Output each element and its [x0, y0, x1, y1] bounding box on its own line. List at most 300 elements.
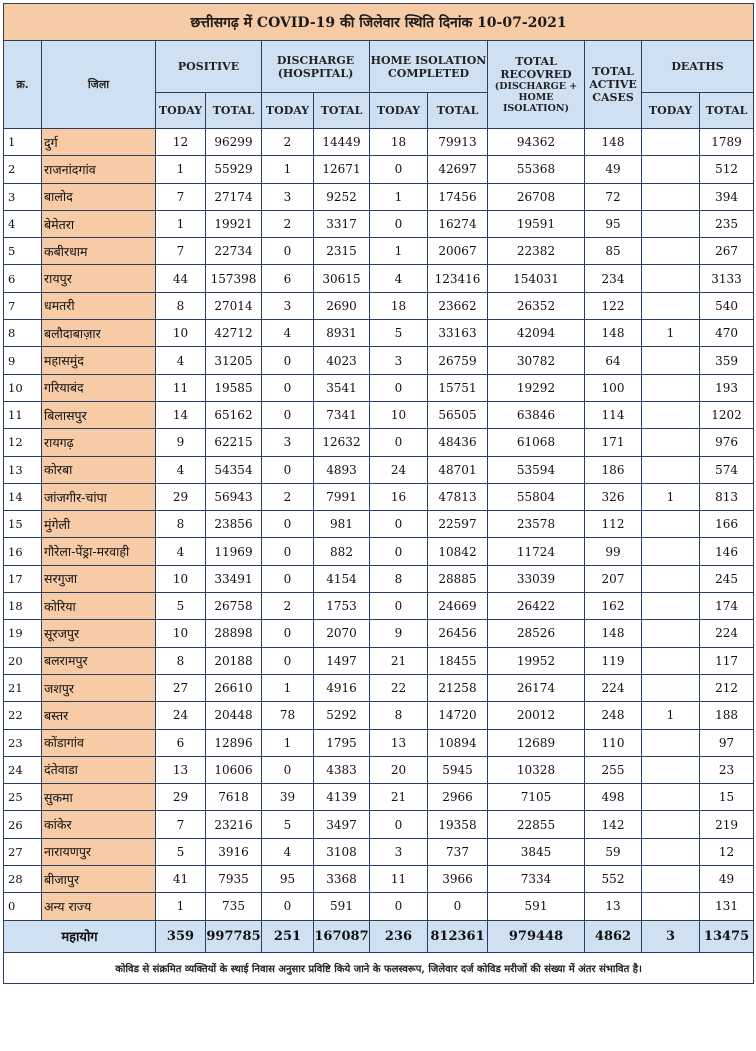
cell-pos-total: 42712 — [206, 320, 262, 347]
cell-hi-today: 4 — [370, 265, 428, 292]
table-row — [4, 456, 754, 483]
cell-district: गौरेला-पेंड्रा-मरवाही — [42, 538, 156, 565]
cell-hi-today: 18 — [370, 129, 428, 156]
cell-sn: 26 — [4, 811, 42, 838]
cell-active: 64 — [585, 347, 642, 374]
cell-death-today — [642, 784, 700, 811]
cell-pos-total: 11969 — [206, 538, 262, 565]
cell-death-today: 1 — [642, 320, 700, 347]
cell-dis-total: 7341 — [314, 401, 370, 428]
cell-recovered: 12689 — [488, 729, 585, 756]
cell-hi-total: 26456 — [428, 620, 488, 647]
table-row — [4, 538, 754, 565]
cell-hi-total: 15751 — [428, 374, 488, 401]
cell-death-total: 166 — [700, 511, 754, 538]
total-death-today: 3 — [642, 920, 700, 952]
cell-hi-total: 24669 — [428, 593, 488, 620]
cell-sn: 23 — [4, 729, 42, 756]
cell-recovered: 7334 — [488, 866, 585, 893]
cell-dis-total: 12632 — [314, 429, 370, 456]
cell-death-total: 15 — [700, 784, 754, 811]
cell-pos-today: 9 — [156, 429, 206, 456]
cell-death-total: 146 — [700, 538, 754, 565]
cell-district: सूरजपुर — [42, 620, 156, 647]
cell-pos-today: 10 — [156, 320, 206, 347]
header-total-recovered-note: (DISCHARGE + HOME ISOLATION) — [494, 81, 578, 114]
cell-pos-total: 54354 — [206, 456, 262, 483]
cell-recovered: 26174 — [488, 674, 585, 701]
district-status-table — [3, 3, 754, 984]
cell-death-total: 97 — [700, 729, 754, 756]
header-deaths-total: TOTAL — [700, 93, 754, 129]
table-row — [4, 129, 754, 156]
cell-dis-total: 1795 — [314, 729, 370, 756]
cell-sn: 27 — [4, 838, 42, 865]
cell-active: 112 — [585, 511, 642, 538]
cell-pos-today: 29 — [156, 784, 206, 811]
cell-dis-total: 1753 — [314, 593, 370, 620]
cell-hi-total: 21258 — [428, 674, 488, 701]
table-row — [4, 674, 754, 701]
cell-recovered: 61068 — [488, 429, 585, 456]
cell-active: 326 — [585, 483, 642, 510]
cell-hi-total: 18455 — [428, 647, 488, 674]
cell-death-today — [642, 565, 700, 592]
cell-hi-today: 0 — [370, 811, 428, 838]
cell-sn: 5 — [4, 238, 42, 265]
cell-dis-today: 39 — [262, 784, 314, 811]
cell-dis-today: 0 — [262, 620, 314, 647]
cell-death-total: 188 — [700, 702, 754, 729]
table-row — [4, 429, 754, 456]
cell-pos-today: 1 — [156, 893, 206, 920]
cell-recovered: 23578 — [488, 511, 585, 538]
cell-death-today — [642, 456, 700, 483]
cell-pos-today: 1 — [156, 156, 206, 183]
cell-active: 224 — [585, 674, 642, 701]
cell-sn: 20 — [4, 647, 42, 674]
cell-active: 95 — [585, 210, 642, 237]
cell-death-today — [642, 811, 700, 838]
cell-active: 100 — [585, 374, 642, 401]
table-row — [4, 265, 754, 292]
cell-dis-total: 3368 — [314, 866, 370, 893]
cell-sn: 13 — [4, 456, 42, 483]
cell-sn: 2 — [4, 156, 42, 183]
cell-active: 99 — [585, 538, 642, 565]
cell-sn: 7 — [4, 292, 42, 319]
cell-dis-total: 4023 — [314, 347, 370, 374]
cell-sn: 14 — [4, 483, 42, 510]
cell-active: 248 — [585, 702, 642, 729]
cell-death-total: 976 — [700, 429, 754, 456]
cell-district: बस्तर — [42, 702, 156, 729]
header-positive-total: TOTAL — [206, 93, 262, 129]
cell-hi-today: 13 — [370, 729, 428, 756]
cell-hi-total: 3966 — [428, 866, 488, 893]
cell-death-today — [642, 838, 700, 865]
total-dis-total: 167087 — [314, 920, 370, 952]
total-label: महायोग — [4, 920, 156, 952]
cell-dis-today: 4 — [262, 320, 314, 347]
cell-hi-today: 0 — [370, 593, 428, 620]
cell-dis-today: 2 — [262, 483, 314, 510]
table-row — [4, 784, 754, 811]
cell-death-today — [642, 156, 700, 183]
table-row — [4, 620, 754, 647]
cell-dis-today: 0 — [262, 401, 314, 428]
cell-sn: 24 — [4, 756, 42, 783]
cell-district: जशपुर — [42, 674, 156, 701]
total-active: 4862 — [585, 920, 642, 952]
cell-hi-today: 8 — [370, 702, 428, 729]
cell-hi-today: 0 — [370, 893, 428, 920]
cell-district: मुंगेली — [42, 511, 156, 538]
cell-hi-today: 1 — [370, 238, 428, 265]
cell-pos-today: 44 — [156, 265, 206, 292]
header-deaths-today: TODAY — [642, 93, 700, 129]
cell-recovered: 30782 — [488, 347, 585, 374]
cell-district: बेमेतरा — [42, 210, 156, 237]
cell-district: सुकमा — [42, 784, 156, 811]
cell-hi-today: 21 — [370, 647, 428, 674]
cell-death-total: 470 — [700, 320, 754, 347]
cell-death-total: 245 — [700, 565, 754, 592]
cell-dis-today: 0 — [262, 511, 314, 538]
cell-pos-total: 7935 — [206, 866, 262, 893]
table-row — [4, 320, 754, 347]
cell-recovered: 22855 — [488, 811, 585, 838]
cell-sn: 10 — [4, 374, 42, 401]
cell-sn: 18 — [4, 593, 42, 620]
cell-active: 114 — [585, 401, 642, 428]
cell-recovered: 42094 — [488, 320, 585, 347]
cell-death-total: 1789 — [700, 129, 754, 156]
cell-pos-total: 12896 — [206, 729, 262, 756]
cell-active: 148 — [585, 129, 642, 156]
cell-pos-total: 157398 — [206, 265, 262, 292]
cell-death-today — [642, 401, 700, 428]
cell-district: रायगढ़ — [42, 429, 156, 456]
cell-district: बलरामपुर — [42, 647, 156, 674]
cell-dis-total: 12671 — [314, 156, 370, 183]
cell-hi-today: 11 — [370, 866, 428, 893]
cell-pos-total: 23216 — [206, 811, 262, 838]
cell-dis-today: 2 — [262, 129, 314, 156]
covid-report — [3, 3, 753, 984]
cell-death-today — [642, 374, 700, 401]
cell-hi-today: 1 — [370, 183, 428, 210]
cell-pos-total: 62215 — [206, 429, 262, 456]
cell-pos-today: 27 — [156, 674, 206, 701]
cell-dis-today: 6 — [262, 265, 314, 292]
cell-pos-total: 27174 — [206, 183, 262, 210]
header-home-isolation: HOME ISOLATION COMPLETED — [370, 41, 488, 93]
cell-hi-total: 123416 — [428, 265, 488, 292]
cell-active: 72 — [585, 183, 642, 210]
cell-hi-total: 79913 — [428, 129, 488, 156]
cell-dis-today: 0 — [262, 756, 314, 783]
cell-hi-today: 0 — [370, 156, 428, 183]
table-row — [4, 401, 754, 428]
cell-pos-today: 6 — [156, 729, 206, 756]
cell-active: 110 — [585, 729, 642, 756]
table-row — [4, 483, 754, 510]
cell-recovered: 20012 — [488, 702, 585, 729]
cell-death-today — [642, 620, 700, 647]
cell-hi-total: 56505 — [428, 401, 488, 428]
cell-dis-today: 0 — [262, 374, 314, 401]
cell-district: राजनांदगांव — [42, 156, 156, 183]
cell-death-total: 359 — [700, 347, 754, 374]
cell-sn: 16 — [4, 538, 42, 565]
cell-dis-today: 1 — [262, 674, 314, 701]
cell-dis-today: 2 — [262, 593, 314, 620]
total-death-total: 13475 — [700, 920, 754, 952]
cell-district: बिलासपुर — [42, 401, 156, 428]
header-positive-today: TODAY — [156, 93, 206, 129]
cell-sn: 9 — [4, 347, 42, 374]
cell-death-total: 394 — [700, 183, 754, 210]
cell-dis-total: 3108 — [314, 838, 370, 865]
cell-hi-today: 0 — [370, 374, 428, 401]
table-row — [4, 729, 754, 756]
total-hi-today: 236 — [370, 920, 428, 952]
table-row — [4, 292, 754, 319]
cell-death-today — [642, 674, 700, 701]
cell-death-today — [642, 538, 700, 565]
cell-sn: 11 — [4, 401, 42, 428]
header-discharge-today: TODAY — [262, 93, 314, 129]
cell-dis-total: 2690 — [314, 292, 370, 319]
cell-pos-today: 11 — [156, 374, 206, 401]
header-total-recovered — [488, 41, 585, 129]
cell-pos-today: 8 — [156, 511, 206, 538]
cell-dis-total: 1497 — [314, 647, 370, 674]
cell-hi-today: 20 — [370, 756, 428, 783]
cell-pos-total: 22734 — [206, 238, 262, 265]
cell-recovered: 19591 — [488, 210, 585, 237]
cell-death-today — [642, 756, 700, 783]
cell-pos-total: 19921 — [206, 210, 262, 237]
cell-district: महासमुंद — [42, 347, 156, 374]
cell-sn: 6 — [4, 265, 42, 292]
table-row — [4, 593, 754, 620]
cell-dis-today: 0 — [262, 538, 314, 565]
cell-death-today: 1 — [642, 702, 700, 729]
cell-dis-total: 981 — [314, 511, 370, 538]
header-active-cases: TOTAL ACTIVE CASES — [585, 41, 642, 129]
cell-hi-total: 2966 — [428, 784, 488, 811]
table-row — [4, 702, 754, 729]
cell-hi-total: 10842 — [428, 538, 488, 565]
cell-death-total: 193 — [700, 374, 754, 401]
cell-recovered: 53594 — [488, 456, 585, 483]
header-district: जिला — [42, 41, 156, 129]
cell-district: बलौदाबाज़ार — [42, 320, 156, 347]
cell-pos-today: 7 — [156, 183, 206, 210]
cell-active: 162 — [585, 593, 642, 620]
cell-pos-today: 41 — [156, 866, 206, 893]
total-hi-total: 812361 — [428, 920, 488, 952]
cell-dis-total: 5292 — [314, 702, 370, 729]
cell-recovered: 154031 — [488, 265, 585, 292]
cell-active: 85 — [585, 238, 642, 265]
cell-sn: 4 — [4, 210, 42, 237]
cell-pos-today: 8 — [156, 292, 206, 319]
cell-hi-today: 0 — [370, 429, 428, 456]
cell-district: कोरबा — [42, 456, 156, 483]
cell-death-total: 813 — [700, 483, 754, 510]
table-body — [4, 129, 754, 921]
table-row — [4, 183, 754, 210]
cell-active: 122 — [585, 292, 642, 319]
cell-active: 148 — [585, 320, 642, 347]
cell-death-total: 3133 — [700, 265, 754, 292]
cell-recovered: 10328 — [488, 756, 585, 783]
cell-district: दंतेवाडा — [42, 756, 156, 783]
cell-active: 59 — [585, 838, 642, 865]
cell-dis-today: 95 — [262, 866, 314, 893]
table-row — [4, 347, 754, 374]
table-row — [4, 893, 754, 920]
cell-death-today — [642, 429, 700, 456]
cell-active: 186 — [585, 456, 642, 483]
cell-pos-today: 1 — [156, 210, 206, 237]
cell-dis-today: 0 — [262, 238, 314, 265]
cell-pos-total: 55929 — [206, 156, 262, 183]
cell-dis-today: 5 — [262, 811, 314, 838]
cell-active: 49 — [585, 156, 642, 183]
cell-district: धमतरी — [42, 292, 156, 319]
cell-dis-total: 4916 — [314, 674, 370, 701]
cell-active: 13 — [585, 893, 642, 920]
cell-dis-total: 882 — [314, 538, 370, 565]
cell-district: बीजापुर — [42, 866, 156, 893]
cell-death-total: 174 — [700, 593, 754, 620]
cell-dis-total: 2070 — [314, 620, 370, 647]
cell-active: 207 — [585, 565, 642, 592]
cell-death-total: 512 — [700, 156, 754, 183]
table-row — [4, 156, 754, 183]
header-home-today: TODAY — [370, 93, 428, 129]
cell-hi-total: 26759 — [428, 347, 488, 374]
cell-hi-total: 20067 — [428, 238, 488, 265]
cell-pos-total: 20448 — [206, 702, 262, 729]
cell-sn: 8 — [4, 320, 42, 347]
cell-death-today — [642, 729, 700, 756]
cell-district: अन्य राज्य — [42, 893, 156, 920]
header-discharge-total: TOTAL — [314, 93, 370, 129]
cell-pos-today: 14 — [156, 401, 206, 428]
cell-pos-total: 23856 — [206, 511, 262, 538]
cell-death-today — [642, 265, 700, 292]
cell-dis-today: 3 — [262, 292, 314, 319]
cell-recovered: 26422 — [488, 593, 585, 620]
table-row — [4, 238, 754, 265]
header-discharge: DISCHARGE (HOSPITAL) — [262, 41, 370, 93]
cell-pos-today: 12 — [156, 129, 206, 156]
cell-hi-total: 10894 — [428, 729, 488, 756]
cell-death-today — [642, 238, 700, 265]
cell-dis-total: 4893 — [314, 456, 370, 483]
cell-hi-today: 10 — [370, 401, 428, 428]
cell-death-total: 1202 — [700, 401, 754, 428]
cell-dis-today: 0 — [262, 647, 314, 674]
cell-active: 498 — [585, 784, 642, 811]
cell-recovered: 94362 — [488, 129, 585, 156]
cell-sn: 3 — [4, 183, 42, 210]
cell-pos-today: 10 — [156, 565, 206, 592]
cell-district: नारायणपुर — [42, 838, 156, 865]
cell-recovered: 591 — [488, 893, 585, 920]
total-row — [4, 920, 754, 952]
cell-death-total: 540 — [700, 292, 754, 319]
cell-hi-today: 21 — [370, 784, 428, 811]
cell-district: कोरिया — [42, 593, 156, 620]
cell-hi-total: 33163 — [428, 320, 488, 347]
cell-pos-today: 4 — [156, 456, 206, 483]
cell-death-total: 23 — [700, 756, 754, 783]
cell-sn: 0 — [4, 893, 42, 920]
cell-pos-total: 65162 — [206, 401, 262, 428]
cell-pos-today: 4 — [156, 538, 206, 565]
cell-pos-today: 24 — [156, 702, 206, 729]
cell-hi-today: 3 — [370, 838, 428, 865]
cell-dis-today: 1 — [262, 156, 314, 183]
cell-district: रायपुर — [42, 265, 156, 292]
cell-death-today — [642, 129, 700, 156]
cell-dis-total: 3497 — [314, 811, 370, 838]
cell-active: 119 — [585, 647, 642, 674]
cell-pos-today: 4 — [156, 347, 206, 374]
cell-recovered: 63846 — [488, 401, 585, 428]
cell-dis-today: 0 — [262, 893, 314, 920]
cell-pos-today: 10 — [156, 620, 206, 647]
cell-dis-total: 14449 — [314, 129, 370, 156]
cell-pos-total: 20188 — [206, 647, 262, 674]
cell-pos-today: 8 — [156, 647, 206, 674]
cell-pos-total: 27014 — [206, 292, 262, 319]
cell-death-total: 267 — [700, 238, 754, 265]
cell-death-total: 224 — [700, 620, 754, 647]
cell-pos-total: 31205 — [206, 347, 262, 374]
cell-hi-total: 28885 — [428, 565, 488, 592]
cell-death-total: 12 — [700, 838, 754, 865]
total-pos-total: 997785 — [206, 920, 262, 952]
cell-hi-today: 9 — [370, 620, 428, 647]
cell-active: 234 — [585, 265, 642, 292]
cell-death-today — [642, 210, 700, 237]
cell-dis-total: 4154 — [314, 565, 370, 592]
cell-recovered: 28526 — [488, 620, 585, 647]
table-row — [4, 811, 754, 838]
cell-hi-total: 0 — [428, 893, 488, 920]
table-row — [4, 210, 754, 237]
cell-hi-total: 17456 — [428, 183, 488, 210]
cell-death-today: 1 — [642, 483, 700, 510]
cell-hi-total: 48701 — [428, 456, 488, 483]
table-row — [4, 374, 754, 401]
footnote: कोविड से संक्रमित व्यक्तियों के स्थाई निवास अनुसार प्रविष्टि किये जाने के फलस्वरूप, जिलेवार दर्ज कोविड मरीजों की संख्या में अंतर संभावित है। — [4, 952, 754, 983]
cell-dis-total: 3541 — [314, 374, 370, 401]
table-row — [4, 866, 754, 893]
cell-death-total: 235 — [700, 210, 754, 237]
cell-hi-today: 3 — [370, 347, 428, 374]
cell-active: 142 — [585, 811, 642, 838]
header-sn: क्र. — [4, 41, 42, 129]
cell-hi-total: 16274 — [428, 210, 488, 237]
